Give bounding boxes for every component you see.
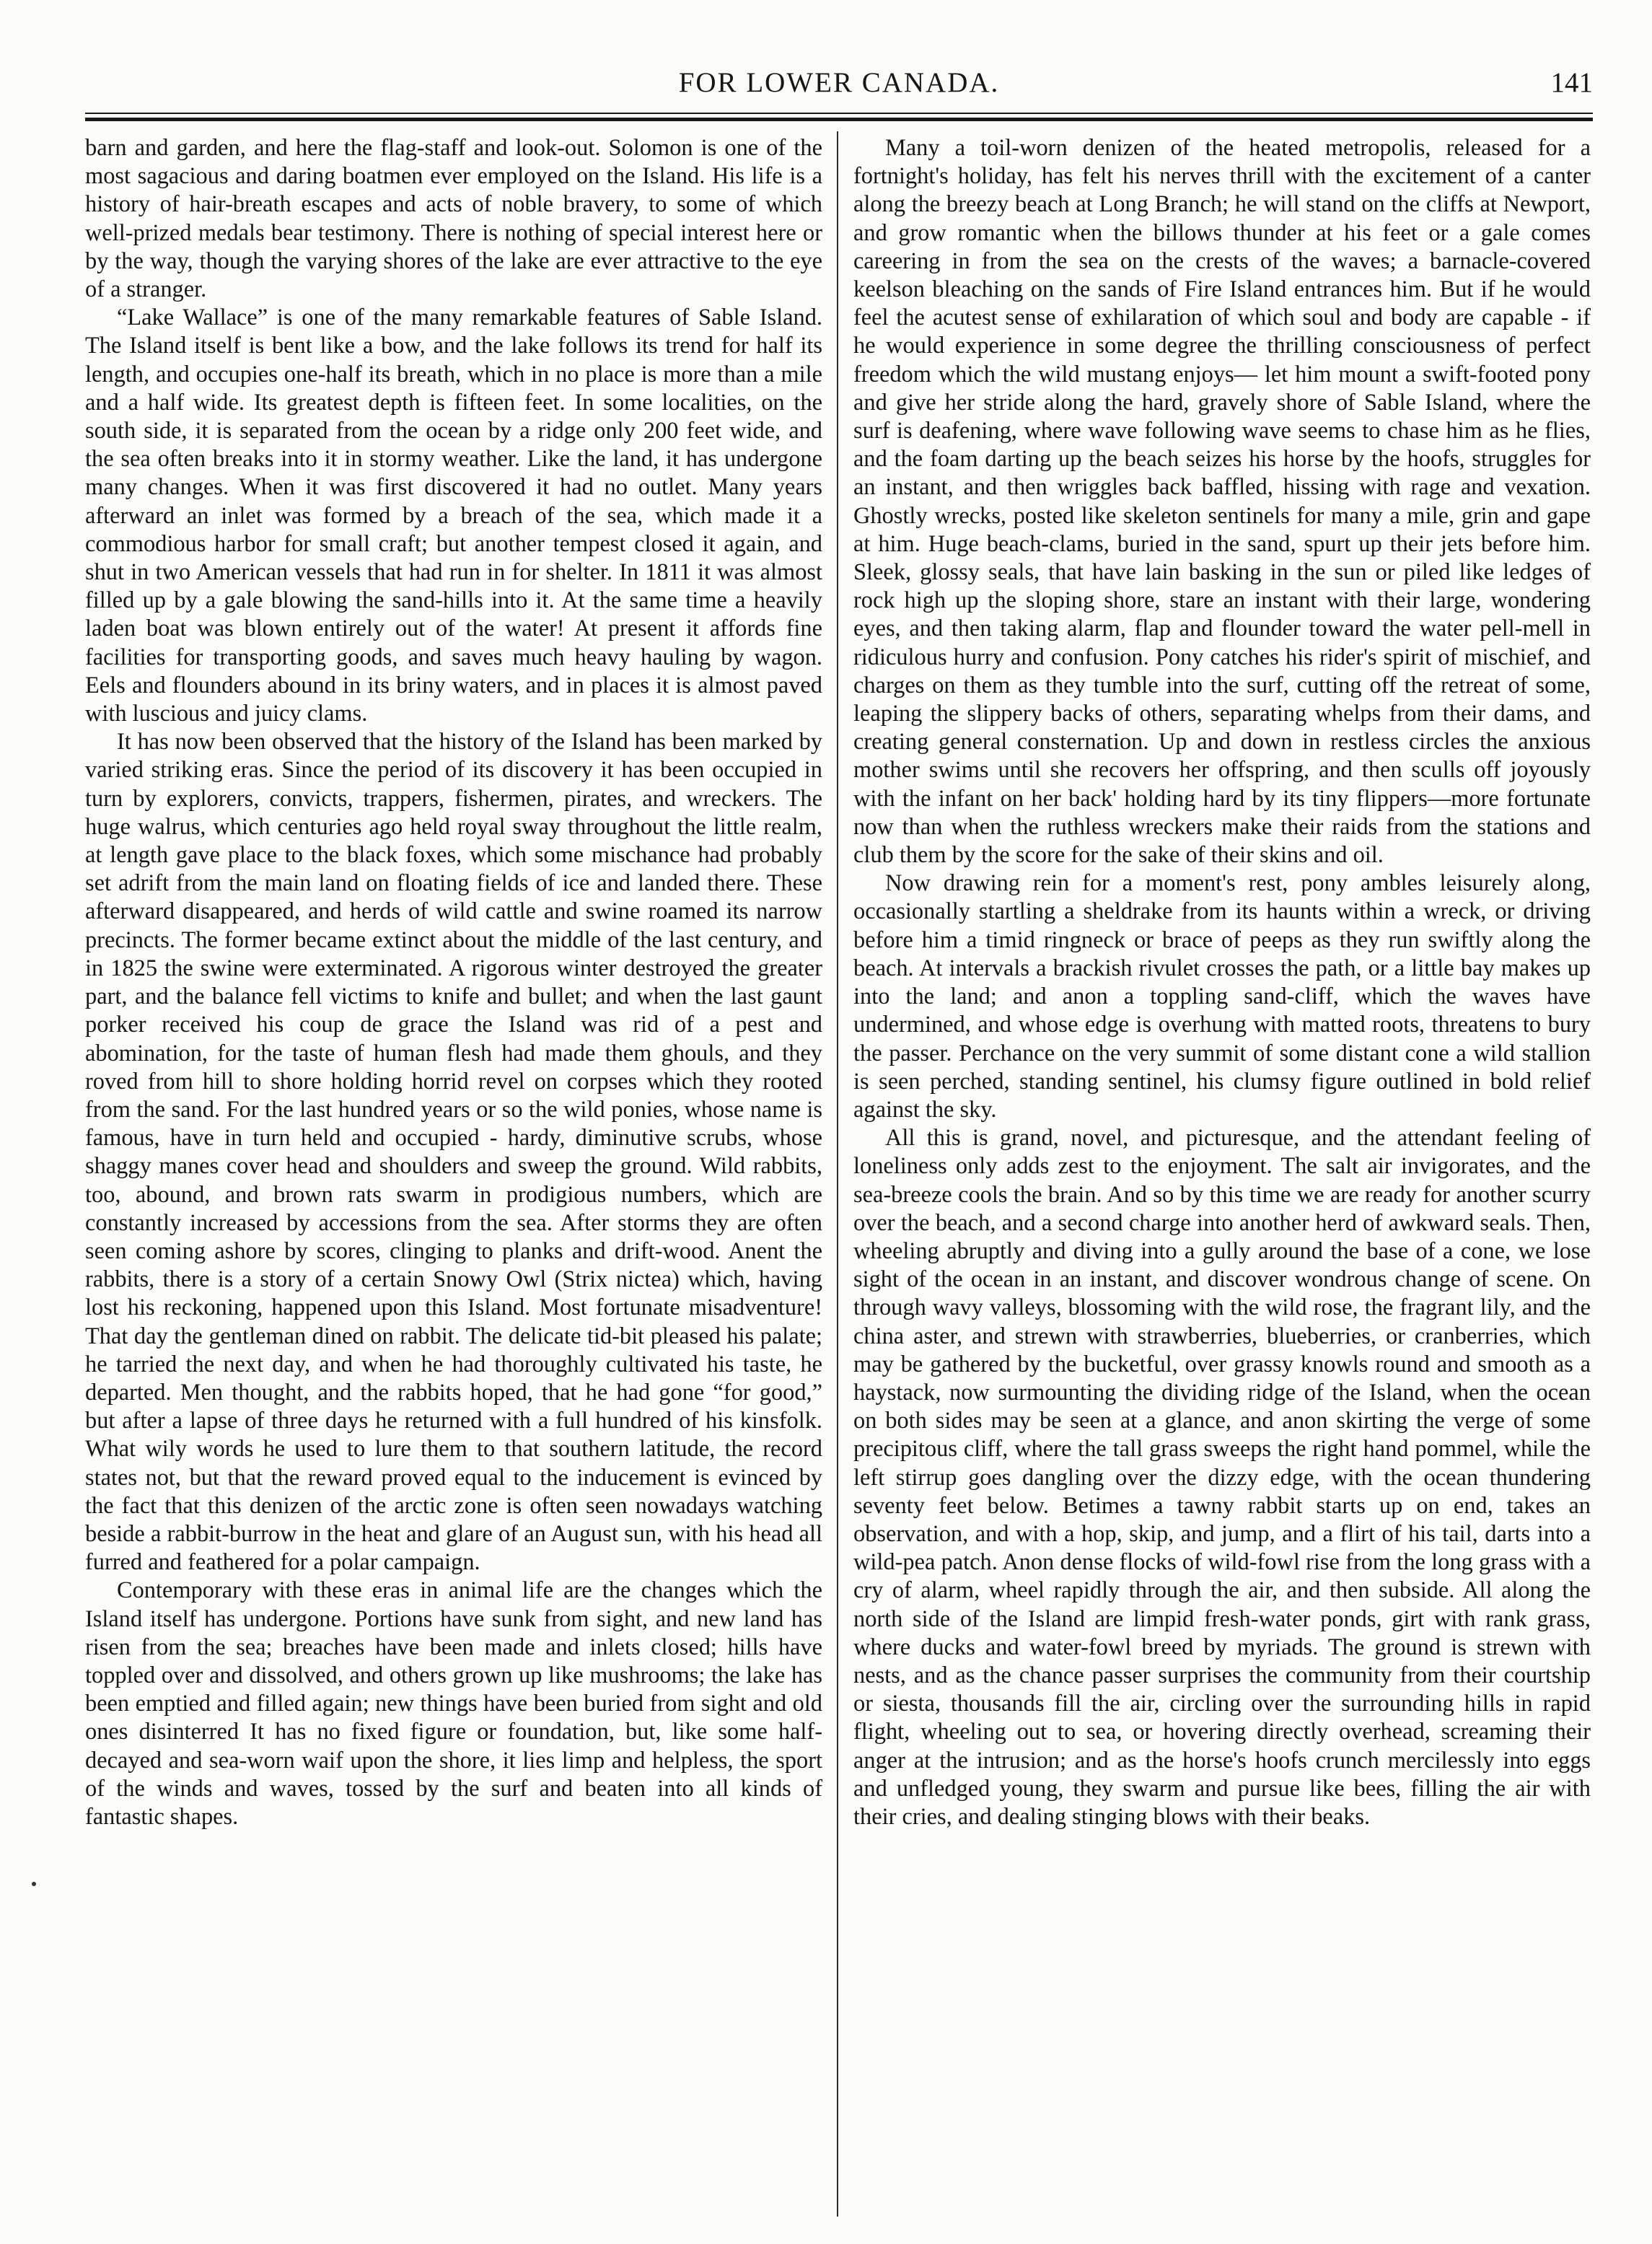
paragraph: “Lake Wallace” is one of the many remarkable features of Sable Island. The Island itself is bent like a bow, and the lake follows its trend for half its length, and occupies one-half its breath, which in no place is more than a mile and a half wide. Its greatest depth is fifteen feet. In some localities, on the south side, it is separated from the ocean by a ridge only 200 feet wide, and the sea often breaks into it in stormy weather. Like the land, it has undergone many changes. When it was first discovered it had no outlet. Many years afterward an inlet was formed by a breach of the sea, which made it a commodious harbor for small craft; but another tempest closed it again, and shut in two American vessels that had run in for shelter. In 1811 it was almost filled up by a gale blowing the sand-hills into it. At the same time a heavily laden boat was blown entirely out of the water! At present it affords fine facilities for transporting goods, and saves much heavy hauling by wagon. Eels and flounders abound in its briny waters, and in places it is almost paved with luscious and juicy clams.	[85, 304, 822, 727]
paragraph: Many a toil-worn denizen of the heated metropolis, released for a fortnight's holiday, has felt his nerves thrill with the excitement of a canter along the breezy beach at Long Branch; he will stand on the cliffs at Newport, and grow romantic when the billows thunder at his feet or a gale comes careering in from the sea on the crests of the waves; a barnacle-covered keelson bleaching on the sands of Fire Island entrances him. But if he would feel the acutest sense of exhilaration of which soul and body are capable - if he would experience in some degree the thrilling consciousness of perfect freedom which the wild mustang enjoys— let him mount a swift-footed pony and give her stride along the hard, gravely shore of Sable Island, where the surf is deafening, where wave following wave seems to chase him as he flies, and the foam darting up the beach seizes his horse by the hoofs, struggles for an instant, and then wriggles back baffled, hissing with rage and vexation. Ghostly wrecks, posted like skeleton sentinels for many a mile, grin and gape at him. Huge beach-clams, buried in the sand, spurt up their jets before him. Sleek, glossy seals, that have lain basking in the sun or piled like ledges of rock high up the sloping shore, stare an instant with their large, wondering eyes, and then taking alarm, flap and flounder toward the water pell-mell in ridiculous hurry and confusion. Pony catches his rider's spirit of mischief, and charges on them as they tumble into the surf, cutting off the retreat of some, leaping the slippery backs of others, separating whelps from their dams, and creating general consternation. Up and down in restless circles the anxious mother swims until she recovers her offspring, and then sculls off joyously with the infant on her back' holding hard by its tiny flippers—more fortunate now than when the ruthless wreckers make their raids from the stations and club them by the score for the sake of their skins and oil.	[853, 135, 1591, 869]
header-rule-thick	[85, 118, 1593, 121]
column-divider	[837, 131, 838, 2217]
running-title: FOR LOWER CANADA.	[678, 67, 1000, 98]
margin-dot	[32, 1882, 36, 1886]
right-column	[853, 134, 1591, 1831]
paragraph: barn and garden, and here the flag-staff and look-out. Solomon is one of the most sagacious and daring boatmen ever employed on the Island. His life is a history of hair-breath escapes and acts of noble bravery, to some of which well-prized medals bear testimony. There is nothing of special interest here or by the way, though the varying shores of the lake are ever attractive to the eye of a stranger.	[85, 135, 822, 303]
paragraph: Contemporary with these eras in animal life are the changes which the Island itself has undergone. Portions have sunk from sight, and new land has risen from the sea; breaches have been made and inlets closed; hills have toppled over and dissolved, and others grown up like mushrooms; the lake has been emptied and filled again; new things have been buried from sight and old ones disinterred It has no fixed figure or foundation, but, like some half-decayed and sea-worn waif upon the shore, it lies limp and helpless, the sport of the winds and waves, tossed by the surf and beaten into all kinds of fantastic shapes.	[85, 1577, 822, 1830]
paragraph: Now drawing rein for a moment's rest, pony ambles leisurely along, occasionally startling a sheldrake from its haunts within a wreck, or driving before him a timid ringneck or brace of peeps as they run swiftly along the beach. At intervals a brackish rivulet crosses the path, or a little bay makes up into the land; and anon a toppling sand-cliff, which the waves have undermined, and whose edge is overhung with matted roots, threatens to bury the passer. Perchance on the very summit of some distant cone a wild stallion is seen perched, standing sentinel, his clumsy figure outlined in bold relief against the sky.	[853, 870, 1591, 1123]
left-column	[85, 134, 822, 1831]
page-number: 141	[1550, 67, 1593, 98]
header-rule-thin	[85, 113, 1593, 114]
paragraph: All this is grand, novel, and picturesque, and the attendant feeling of loneliness only adds zest to the enjoyment. The salt air invigorates, and the sea-breeze cools the brain. And so by this time we are ready for another scurry over the beach, and a second charge into another herd of awkward seals. Then, wheeling abruptly and diving into a gully around the base of a cone, we lose sight of the ocean in an instant, and discover wondrous change of scene. On through wavy valleys, blossoming with the wild rose, the fragrant lily, and the china aster, and strewn with strawberries, blueberries, or cranberries, which may be gathered by the bucketful, over grassy knowls round and smooth as a haystack, now surmounting the dividing ridge of the Island, when the ocean on both sides may be seen at a glance, and anon skirting the verge of some precipitous cliff, where the tall grass sweeps the right hand pommel, while the left stirrup goes dangling over the dizzy edge, with the ocean thundering seventy feet below. Betimes a tawny rabbit starts up on end, takes an observation, and with a hop, skip, and jump, and a flirt of his tail, darts into a wild-pea patch. Anon dense flocks of wild-fowl rise from the long grass with a cry of alarm, wheel rapidly through the air, and then subside. All along the north side of the Island are limpid fresh-water ponds, girt with rank grass, where ducks and water-fowl breed by myriads. The ground is strewn with nests, and as the chance passer surprises the community from their courtship or siesta, thousands fill the air, circling over the surrounding hills in rapid flight, wheeling out to sea, or hovering directly overhead, screaming their anger at the intrusion; and as the horse's hoofs crunch mercilessly into eggs and unfledged young, they swarm and pursue like bees, filling the air with their cries, and dealing stinging blows with their beaks.	[853, 1125, 1591, 1830]
running-header	[85, 66, 1593, 107]
paragraph: It has now been observed that the history of the Island has been marked by varied striking eras. Since the period of its discovery it has been occupied in turn by explorers, convicts, trappers, fishermen, pirates, and wreckers. The huge walrus, which centuries ago held royal sway throughout the little realm, at length gave place to the black foxes, which some mischance had probably set adrift from the main land on floating fields of ice and landed there. These afterward disappeared, and herds of wild cattle and swine roamed its narrow precincts. The former became extinct about the middle of the last century, and in 1825 the swine were exterminated. A rigorous winter destroyed the greater part, and the balance fell victims to knife and bullet; and when the last gaunt porker received his coup de grace the Island was rid of a pest and abomination, for the taste of human flesh had made them ghouls, and they roved from hill to shore holding horrid revel on corpses which they rooted from the sand. For the last hundred years or so the wild ponies, whose name is famous, have in turn held and occupied - hardy, diminutive scrubs, whose shaggy manes cover head and shoulders and sweep the ground. Wild rabbits, too, abound, and brown rats swarm in prodigious numbers, which are constantly increased by accessions from the sea. After storms they are often seen coming ashore by scores, clinging to planks and drift-wood. Anent the rabbits, there is a story of a certain Snowy Owl (Strix nictea) which, having lost his reckoning, happened upon this Island. Most fortunate misadventure! That day the gentleman dined on rabbit. The delicate tid-bit pleased his palate; he tarried the next day, and when he had thoroughly cultivated his taste, he departed. Men thought, and the rabbits hoped, that he had gone “for good,” but after a lapse of three days he returned with a full hundred of his kinsfolk. What wily words he used to lure them to that southern latitude, the record states not, but that the reward proved equal to the inducement is evinced by the fact that this denizen of the arctic zone is often seen nowadays watching beside a rabbit-burrow in the heat and glare of an August sun, with his head all furred and feathered for a polar campaign.	[85, 729, 822, 1576]
